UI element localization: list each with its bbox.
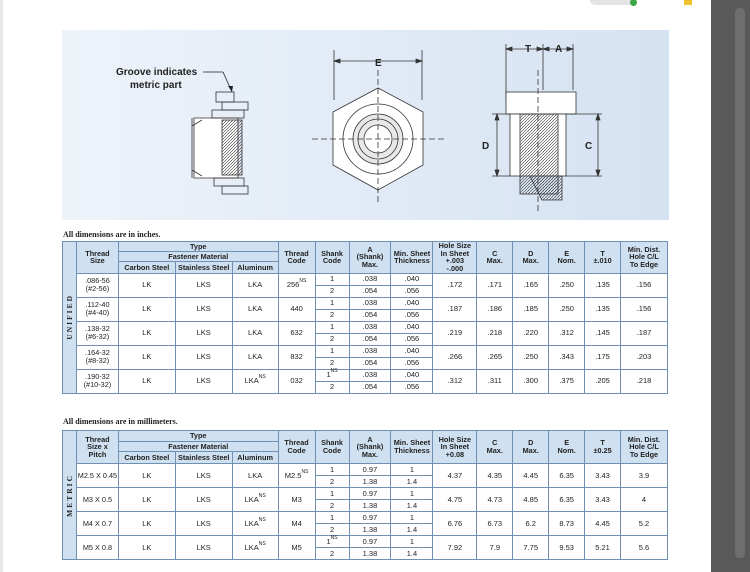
header-shank-code: Shank Code: [315, 431, 349, 464]
aluminum-cell: $LKA^{NS}$: [232, 488, 278, 512]
t-cell: 3.43: [585, 464, 621, 488]
top-bar: [0, 0, 750, 10]
header-carbon-steel: Carbon Steel: [118, 262, 175, 273]
shank-code-cell: 1: [315, 512, 349, 524]
hole-size-cell: 4.37: [433, 464, 477, 488]
e-nom-cell: .343: [549, 345, 585, 369]
c-max-cell: .218: [477, 321, 513, 345]
aluminum-cell: $LKA^{NS}$: [232, 536, 278, 560]
thread-code-cell: 832: [278, 345, 315, 369]
shank-a-cell: .054: [349, 309, 391, 321]
thread-size-cell: M4 X 0.7: [76, 512, 118, 536]
superscript-note: NS: [330, 368, 338, 375]
shank-code-cell: 2: [315, 309, 349, 321]
header-e: E Nom.: [549, 431, 585, 464]
hole-size-cell: 7.92: [433, 536, 477, 560]
header-t: T ±.010: [585, 242, 621, 274]
hole-size-cell: .219: [433, 321, 477, 345]
min-sheet-cell: .040: [391, 321, 433, 333]
superscript-note: NS: [258, 516, 266, 523]
hole-size-cell: 6.76: [433, 512, 477, 536]
t-cell: 4.45: [585, 512, 621, 536]
shank-a-cell: 1.38: [349, 500, 391, 512]
scrollbar-thumb[interactable]: [735, 8, 745, 558]
hole-size-cell: .172: [433, 273, 477, 297]
aluminum-cell: LKA: [232, 297, 278, 321]
shank-a-cell: .054: [349, 285, 391, 297]
header-thread-code: Thread Code: [278, 242, 315, 274]
t-cell: .135: [585, 273, 621, 297]
mm-caption: All dimensions are in millimeters.: [63, 417, 178, 426]
e-nom-cell: .375: [549, 369, 585, 393]
thread-code-cell: M4: [278, 512, 315, 536]
carbon-steel-cell: LK: [118, 321, 175, 345]
aluminum-cell: LKA: [232, 321, 278, 345]
c-max-cell: 6.73: [477, 512, 513, 536]
min-dist-cell: 4: [621, 488, 668, 512]
thread-size-cell: M3 X 0.5: [76, 488, 118, 512]
e-nom-cell: 6.35: [549, 488, 585, 512]
min-sheet-cell: .040: [391, 345, 433, 357]
shank-a-cell: 0.97: [349, 488, 391, 500]
shank-code-cell: 2: [315, 476, 349, 488]
stainless-steel-cell: LKS: [175, 488, 232, 512]
aluminum-cell: LKA: [232, 464, 278, 488]
header-hole-size: Hole Size In Sheet +0.08: [433, 431, 477, 464]
min-sheet-cell: 1.4: [391, 524, 433, 536]
table-row: [63, 273, 668, 285]
min-dist-cell: .156: [621, 273, 668, 297]
shank-a-cell: .038: [349, 369, 391, 381]
shank-a-cell: 0.97: [349, 512, 391, 524]
min-sheet-cell: .040: [391, 369, 433, 381]
carbon-steel-cell: LK: [118, 536, 175, 560]
e-nom-cell: 6.35: [549, 464, 585, 488]
e-nom-cell: .250: [549, 297, 585, 321]
carbon-steel-cell: LK: [118, 488, 175, 512]
hole-size-cell: .187: [433, 297, 477, 321]
c-max-cell: .186: [477, 297, 513, 321]
min-sheet-cell: .056: [391, 285, 433, 297]
shank-a-cell: .038: [349, 321, 391, 333]
header-type: Type: [118, 431, 278, 442]
dim-e-label: E: [375, 58, 382, 69]
shank-a-cell: .038: [349, 273, 391, 285]
carbon-steel-cell: LK: [118, 297, 175, 321]
header-carbon-steel: Carbon Steel: [118, 452, 175, 464]
metric-side-label: METRIC: [63, 431, 77, 560]
min-sheet-cell: .040: [391, 297, 433, 309]
header-fastener-material: Fastener Material: [118, 252, 278, 262]
stainless-steel-cell: LKS: [175, 536, 232, 560]
d-max-cell: .165: [513, 273, 549, 297]
shank-a-cell: .038: [349, 345, 391, 357]
shank-code-cell: 1: [315, 273, 349, 285]
superscript-note: NS: [330, 534, 338, 541]
e-nom-cell: .312: [549, 321, 585, 345]
shank-code-cell: 1: [315, 488, 349, 500]
c-max-cell: 4.73: [477, 488, 513, 512]
inches-caption: All dimensions are in inches.: [63, 230, 161, 239]
shank-code-cell: 1: [315, 321, 349, 333]
min-sheet-cell: 1.4: [391, 476, 433, 488]
thread-code-cell: 632: [278, 321, 315, 345]
superscript-note: NS: [258, 492, 266, 499]
min-dist-cell: 5.6: [621, 536, 668, 560]
thread-code-cell: M5: [278, 536, 315, 560]
e-nom-cell: .250: [549, 273, 585, 297]
c-max-cell: .311: [477, 369, 513, 393]
min-sheet-cell: 1.4: [391, 500, 433, 512]
inches-table: [62, 241, 668, 394]
hole-size-cell: .312: [433, 369, 477, 393]
header-d: D Max.: [513, 242, 549, 274]
stainless-steel-cell: LKS: [175, 345, 232, 369]
header-min-sheet: Min. Sheet Thickness: [391, 242, 433, 274]
stainless-steel-cell: LKS: [175, 512, 232, 536]
shank-code-cell: 2: [315, 357, 349, 369]
header-fastener-material: Fastener Material: [118, 442, 278, 452]
table-row: [63, 345, 668, 357]
shank-a-cell: 1.38: [349, 548, 391, 560]
shank-code-cell: 1: [315, 345, 349, 357]
dim-a-label: A: [555, 44, 563, 55]
t-cell: .135: [585, 297, 621, 321]
thread-size-cell: M5 X 0.8: [76, 536, 118, 560]
d-max-cell: 4.45: [513, 464, 549, 488]
table-row: [63, 464, 668, 476]
d-max-cell: 4.85: [513, 488, 549, 512]
thread-size-cell: .112-40 (#4-40): [76, 297, 118, 321]
min-dist-cell: .156: [621, 297, 668, 321]
stainless-steel-cell: LKS: [175, 464, 232, 488]
shank-a-cell: 1.38: [349, 476, 391, 488]
d-max-cell: 7.75: [513, 536, 549, 560]
e-nom-cell: 8.73: [549, 512, 585, 536]
min-dist-cell: .203: [621, 345, 668, 369]
header-e: E Nom.: [549, 242, 585, 274]
shank-a-cell: 0.97: [349, 464, 391, 476]
min-sheet-cell: 1: [391, 512, 433, 524]
carbon-steel-cell: LK: [118, 512, 175, 536]
badge-icon: [684, 0, 692, 5]
shank-code-cell: 2: [315, 285, 349, 297]
t-cell: .205: [585, 369, 621, 393]
stainless-steel-cell: LKS: [175, 273, 232, 297]
d-max-cell: .250: [513, 345, 549, 369]
shank-code-cell: 2: [315, 500, 349, 512]
header-min-dist: Min. Dist. Hole C/L To Edge: [621, 431, 668, 464]
header-thread-code: Thread Code: [278, 431, 315, 464]
header-min-sheet: Min. Sheet Thickness: [391, 431, 433, 464]
thread-code-cell: $M2.5^{NS}$: [278, 464, 315, 488]
section-view: [492, 44, 602, 214]
header-shank-code: Shank Code: [315, 242, 349, 274]
header-hole-size: Hole Size In Sheet +.003 -.000: [433, 242, 477, 274]
header-aluminum: Aluminum: [232, 262, 278, 273]
groove-label: Groove indicates: [116, 67, 198, 78]
table-row: [63, 488, 668, 500]
carbon-steel-cell: LK: [118, 345, 175, 369]
hole-size-cell: .266: [433, 345, 477, 369]
min-sheet-cell: 1: [391, 536, 433, 548]
thread-code-cell: 032: [278, 369, 315, 393]
status-dot-icon: [630, 0, 637, 6]
t-cell: .175: [585, 345, 621, 369]
min-sheet-cell: .056: [391, 357, 433, 369]
t-cell: 5.21: [585, 536, 621, 560]
thread-code-cell: 440: [278, 297, 315, 321]
header-thread-size: Thread Size x Pitch: [76, 431, 118, 464]
min-sheet-cell: 1: [391, 464, 433, 476]
thread-size-cell: .086-56 (#2-56): [76, 273, 118, 297]
min-dist-cell: .187: [621, 321, 668, 345]
d-max-cell: .185: [513, 297, 549, 321]
min-sheet-cell: .056: [391, 381, 433, 393]
c-max-cell: .171: [477, 273, 513, 297]
t-cell: 3.43: [585, 488, 621, 512]
stainless-steel-cell: LKS: [175, 369, 232, 393]
side-view-part: [192, 92, 248, 194]
carbon-steel-cell: LK: [118, 369, 175, 393]
thread-size-cell: .138-32 (#6-32): [76, 321, 118, 345]
table-row: [63, 297, 668, 309]
min-sheet-cell: .056: [391, 309, 433, 321]
min-sheet-cell: .040: [391, 273, 433, 285]
table-row: [63, 369, 668, 381]
min-sheet-cell: 1.4: [391, 548, 433, 560]
table-row: [63, 512, 668, 524]
stainless-steel-cell: LKS: [175, 297, 232, 321]
header-c: C Max.: [477, 431, 513, 464]
aluminum-cell: $LKA^{NS}$: [232, 369, 278, 393]
thread-size-cell: M2.5 X 0.45: [76, 464, 118, 488]
d-max-cell: .220: [513, 321, 549, 345]
superscript-note: NS: [258, 540, 266, 547]
carbon-steel-cell: LK: [118, 464, 175, 488]
e-nom-cell: 9.53: [549, 536, 585, 560]
header-d: D Max.: [513, 431, 549, 464]
shank-code-cell: $1^{NS}$: [315, 536, 349, 548]
header-t: T ±0.25: [585, 431, 621, 464]
superscript-note: NS: [299, 278, 307, 285]
header-a: A (Shank) Max.: [349, 242, 391, 274]
c-max-cell: .265: [477, 345, 513, 369]
header-aluminum: Aluminum: [232, 452, 278, 464]
table-row: [63, 536, 668, 548]
shank-a-cell: 0.97: [349, 536, 391, 548]
shank-code-cell: 1: [315, 464, 349, 476]
min-sheet-cell: 1: [391, 488, 433, 500]
shank-code-cell: 2: [315, 548, 349, 560]
superscript-note: NS: [258, 374, 266, 381]
min-dist-cell: 3.9: [621, 464, 668, 488]
c-max-cell: 7.9: [477, 536, 513, 560]
left-edge: [0, 0, 3, 572]
aluminum-cell: LKA: [232, 345, 278, 369]
shank-code-cell: 2: [315, 333, 349, 345]
header-stainless-steel: Stainless Steel: [175, 262, 232, 273]
thread-code-cell: M3: [278, 488, 315, 512]
shank-a-cell: 1.38: [349, 524, 391, 536]
header-stainless-steel: Stainless Steel: [175, 452, 232, 464]
aluminum-cell: LKA: [232, 273, 278, 297]
header-min-dist: Min. Dist. Hole C/L To Edge: [621, 242, 668, 274]
shank-code-cell: 1: [315, 297, 349, 309]
header-thread-size: Thread Size: [76, 242, 118, 274]
d-max-cell: .300: [513, 369, 549, 393]
header-type: Type: [118, 242, 278, 252]
dim-c-label: C: [585, 141, 593, 152]
hex-top-view: [312, 50, 444, 205]
shank-a-cell: .038: [349, 297, 391, 309]
carbon-steel-cell: LK: [118, 273, 175, 297]
header-c: C Max.: [477, 242, 513, 274]
groove-label-2: metric part: [130, 80, 182, 91]
thread-code-cell: $256^{NS}$: [278, 273, 315, 297]
technical-diagram: [62, 30, 669, 220]
thread-size-cell: .190-32 (#10-32): [76, 369, 118, 393]
t-cell: .145: [585, 321, 621, 345]
dim-t-label: T: [525, 44, 532, 55]
shank-code-cell: 2: [315, 381, 349, 393]
d-max-cell: 6.2: [513, 512, 549, 536]
aluminum-cell: $LKA^{NS}$: [232, 512, 278, 536]
header-a: A (Shank) Max.: [349, 431, 391, 464]
shank-a-cell: .054: [349, 357, 391, 369]
shank-code-cell: 2: [315, 524, 349, 536]
hole-size-cell: 4.75: [433, 488, 477, 512]
diagram-svg: [62, 30, 669, 220]
min-sheet-cell: .056: [391, 333, 433, 345]
shank-a-cell: .054: [349, 381, 391, 393]
table-row: [63, 321, 668, 333]
unified-side-label: UNIFIED: [63, 242, 77, 394]
shank-a-cell: .054: [349, 333, 391, 345]
dim-d-label: D: [482, 141, 490, 152]
shank-code-cell: $1^{NS}$: [315, 369, 349, 381]
thread-size-cell: .164-32 (#8-32): [76, 345, 118, 369]
stainless-steel-cell: LKS: [175, 321, 232, 345]
min-dist-cell: .218: [621, 369, 668, 393]
pointer-arrow-icon: [228, 86, 233, 92]
superscript-note: NS: [301, 468, 309, 475]
min-dist-cell: 5.2: [621, 512, 668, 536]
c-max-cell: 4.35: [477, 464, 513, 488]
mm-table: [62, 430, 668, 560]
